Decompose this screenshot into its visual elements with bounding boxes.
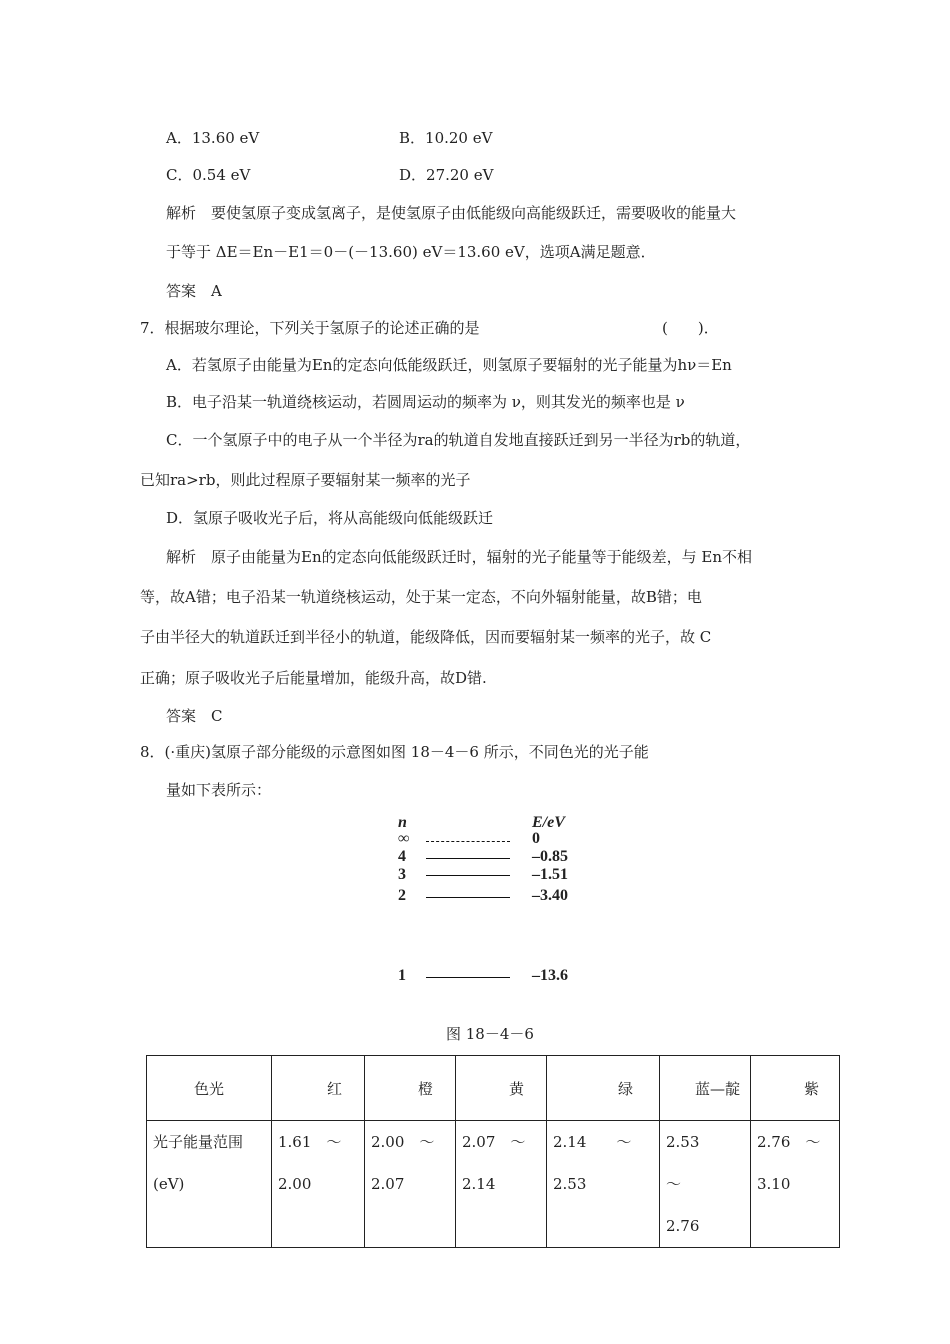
level-1-energy: –13.6 bbox=[532, 967, 568, 984]
value-range-end: 2.00 bbox=[278, 1175, 312, 1193]
table-header-row bbox=[147, 1056, 840, 1121]
level-4-line bbox=[426, 858, 510, 859]
level-2-energy: –3.40 bbox=[532, 887, 568, 904]
header-cell: 红 bbox=[272, 1056, 365, 1121]
level-1-line bbox=[426, 977, 510, 978]
level-3-label: 3 bbox=[398, 866, 406, 883]
level-infinity-label: ∞ bbox=[398, 830, 410, 847]
header-cell: 蓝—靛 bbox=[660, 1056, 751, 1121]
q7-option-c-line-2: 已知ra>rb，则此过程原子要辐射某一频率的光子 bbox=[140, 471, 471, 489]
q7-analysis-line-2: 等，故A错；电子沿某一轨道绕核运动，处于某一定态，不向外辐射能量，故B错；电 bbox=[140, 588, 702, 606]
q6-answer: 答案 A bbox=[166, 282, 222, 300]
value-cell bbox=[660, 1121, 751, 1248]
level-4-label: 4 bbox=[398, 848, 406, 865]
value-range-end: 2.14 bbox=[462, 1175, 496, 1193]
level-2-line bbox=[426, 897, 510, 898]
value-range-start: 2.14 ～ bbox=[553, 1133, 632, 1151]
level-3-energy: –1.51 bbox=[532, 866, 568, 883]
value-range-end: 3.10 bbox=[757, 1175, 791, 1193]
level-3-line bbox=[426, 875, 510, 876]
level-2-label: 2 bbox=[398, 887, 406, 904]
row-label-line-1: 光子能量范围 bbox=[153, 1133, 244, 1151]
energy-axis-header: E/eV bbox=[532, 814, 565, 831]
value-range-start: 2.00 ～ bbox=[371, 1133, 435, 1151]
figure-caption: 图 18－4－6 bbox=[446, 1025, 534, 1043]
value-range-end: 2.76 bbox=[666, 1217, 700, 1235]
q7-answer: 答案 C bbox=[166, 707, 223, 725]
value-range-start: 2.07 ～ bbox=[462, 1133, 526, 1151]
q7-option-d: D．氢原子吸收光子后，将从高能级向低能级跃迁 bbox=[166, 509, 494, 527]
value-cell bbox=[272, 1121, 365, 1248]
value-cell bbox=[547, 1121, 660, 1248]
q8-stem-line-1: 8．(·重庆)氢原子部分能级的示意图如图 18－4－6 所示，不同色光的光子能 bbox=[140, 743, 649, 761]
q7-option-a: A．若氢原子由能量为En的定态向低能级跃迁，则氢原子要辐射的光子能量为hν＝En bbox=[166, 356, 732, 374]
value-range-end: 2.53 bbox=[553, 1175, 587, 1193]
value-range-start: 2.76 ～ bbox=[757, 1133, 821, 1151]
value-range-end: 2.07 bbox=[371, 1175, 405, 1193]
option-c: C．0.54 eV bbox=[166, 166, 251, 184]
q7-analysis-line-3: 子由半径大的轨道跃迁到半径小的轨道，能级降低，因而要辐射某一频率的光子，故 C bbox=[140, 628, 712, 646]
header-cell: 橙 bbox=[365, 1056, 456, 1121]
value-range-start: 2.53 ～ bbox=[666, 1133, 730, 1193]
q6-analysis-line-1: 解析 要使氢原子变成氢离子，是使氢原子由低能级向高能级跃迁，需要吸收的能量大 bbox=[166, 204, 737, 222]
header-cell: 紫 bbox=[751, 1056, 840, 1121]
table-row bbox=[147, 1121, 840, 1248]
value-cell bbox=[365, 1121, 456, 1248]
value-range-start: 1.61 ～ bbox=[278, 1133, 342, 1151]
q7-paren: ( )． bbox=[662, 319, 719, 337]
q6-analysis-line-2: 于等于 ΔE＝En－E1＝0－(－13.60) eV＝13.60 eV，选项A满足题意． bbox=[166, 243, 656, 261]
header-cell: 色光 bbox=[147, 1056, 272, 1121]
q7-analysis-line-1: 解析 原子由能量为En的定态向低能级跃迁时，辐射的光子能量等于能级差，与 En不相 bbox=[166, 548, 752, 566]
value-cell bbox=[751, 1121, 840, 1248]
option-d: D．27.20 eV bbox=[399, 166, 494, 184]
row-label-cell bbox=[147, 1121, 272, 1248]
level-infinity-line bbox=[426, 841, 510, 842]
option-a: A．13.60 eV bbox=[166, 129, 260, 147]
header-cell: 绿 bbox=[547, 1056, 660, 1121]
value-cell bbox=[456, 1121, 547, 1248]
photon-energy-table bbox=[146, 1055, 840, 1248]
level-1-label: 1 bbox=[398, 967, 406, 984]
level-infinity-energy: 0 bbox=[532, 830, 540, 847]
header-cell: 黄 bbox=[456, 1056, 547, 1121]
energy-level-diagram bbox=[390, 812, 590, 992]
q8-stem-line-2: 量如下表所示： bbox=[166, 781, 272, 799]
row-label-line-2: (eV) bbox=[153, 1175, 185, 1193]
n-axis-header: n bbox=[398, 814, 407, 831]
q7-stem: 7．根据玻尔理论，下列关于氢原子的论述正确的是 bbox=[140, 319, 480, 337]
level-4-energy: –0.85 bbox=[532, 848, 568, 865]
q7-option-c-line-1: C．一个氢原子中的电子从一个半径为ra的轨道自发地直接跃迁到另一半径为rb的轨道， bbox=[166, 431, 751, 449]
option-b: B．10.20 eV bbox=[399, 129, 493, 147]
q7-analysis-line-4: 正确；原子吸收光子后能量增加，能级升高，故D错. bbox=[140, 669, 487, 687]
q7-option-b: B．电子沿某一轨道绕核运动，若圆周运动的频率为 ν，则其发光的频率也是 ν bbox=[166, 393, 685, 411]
